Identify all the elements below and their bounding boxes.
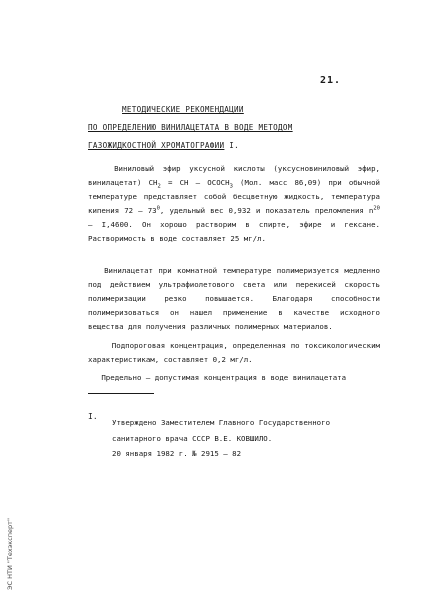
p1-part-b: = CH – OCOCH [160,178,230,188]
p2-text: Винилацетат при комнатной температуре полимеризуется медленно под действием ультрафиолетового света или перекисей скорость полимеризации резко повышается. Благодаря способности полимеризоваться он нашел применение в качестве исходного вещества для получения различных полимерных материалов. [88,266,380,332]
document-title-line-3 [88,141,239,150]
paragraph-limit [88,371,380,385]
footnote-line-1: Утверждено Заместителем Главного Государственного [112,418,331,427]
footnote-text [112,415,382,462]
footnote-divider [88,393,154,394]
p1-part-a: Виниловый эфир уксусной кислоты (уксусновиниловый эфир, винилацетат) CH [88,164,380,188]
paragraph-properties [88,162,380,247]
p1-subscript-2: 3 [229,183,233,190]
p1-part-d: , удельный вес 0,932 и показатель преломления n [159,206,374,216]
title-text-3: ГАЗОЖИДКОСТНОЙ ХРОМАТОГРАФИИ [88,141,225,150]
p1-superscript-degree: 0 [156,205,160,212]
footnote-line-2: санитарного врача СССР В.Е. КОВШИЛО. [112,433,273,443]
paragraph-threshold [88,339,380,367]
footnote-line-3: 20 января 1982 г. № 2915 – 82 [112,449,242,458]
title-text-2: ПО ОПРЕДЕЛЕНИЮ ВИНИЛАЦЕТАТА В ВОДЕ МЕТОДОМ [88,123,293,132]
side-stamp: ЭС НТИ "Техэксперт" [6,518,14,590]
title-footnote-ref: I. [229,141,240,150]
title-text-1: МЕТОДИЧЕСКИЕ РЕКОМЕНДАЦИИ [122,105,244,114]
page-number: 21. [320,75,342,86]
p4-text: Предельно – допустимая концентрация в воде винилацетата [101,373,347,382]
footnote-mark: I. [88,412,98,421]
p1-part-e: – I,4600. Он хорошо растворим в спирте, эфире и гексане. Растворимость в воде составляет 25 мг/л. [88,220,380,244]
p3-text: Подпороговая концентрация, определенная по токсикологическим характеристикам, составляет 0,2 мг/л. [88,341,380,365]
p1-superscript-20: 20 [373,205,380,212]
document-title-line-2 [88,123,293,132]
p1-subscript-1: 2 [157,183,161,190]
p1-part-c: (Мол. масс 86,09) при обычной температуре представляет собой бесцветную жидкость, температура кипения 72 – 73 [88,178,380,216]
document-title-line-1 [122,105,244,114]
paragraph-polymerization [88,264,380,334]
